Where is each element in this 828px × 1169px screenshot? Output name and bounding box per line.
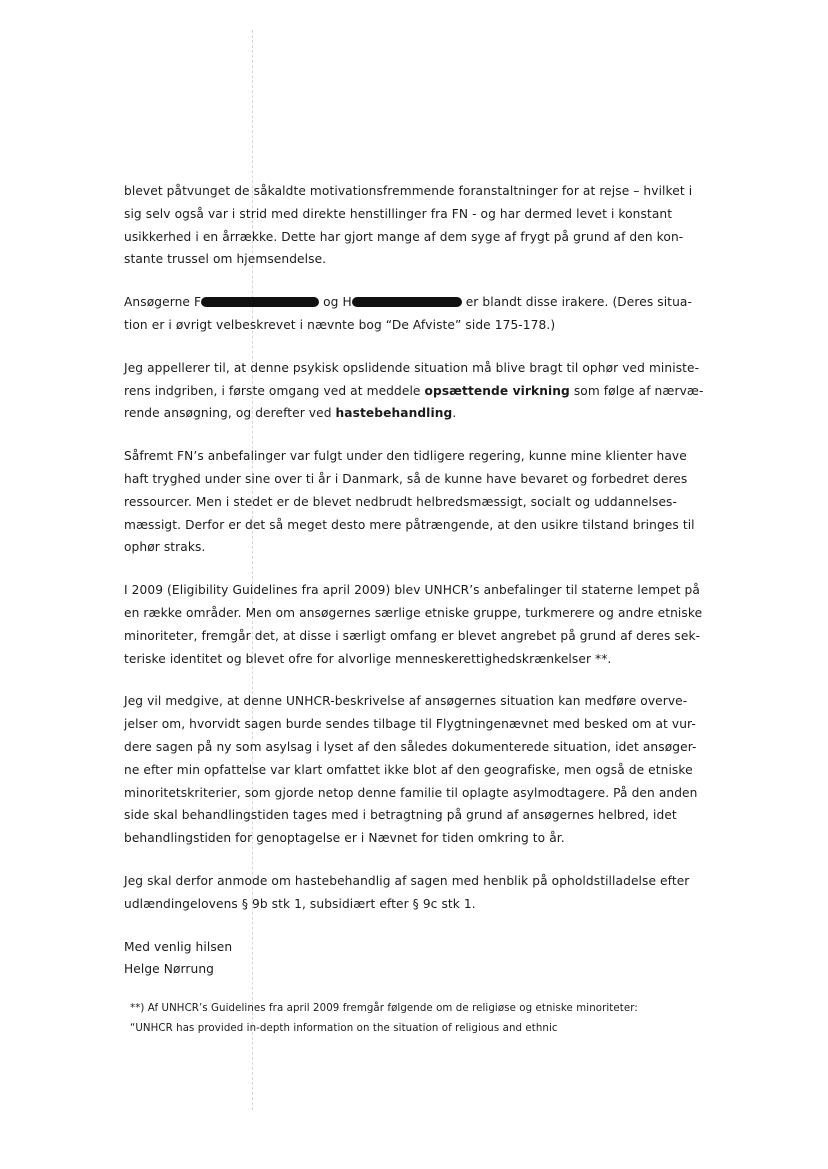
paragraph-1 xyxy=(124,180,696,271)
text-line: behandlingstiden for genoptagelse er i Nævnet for tiden omkring to år. xyxy=(124,831,565,846)
text-segment: rens indgriben, i første omgang ved at meddele xyxy=(124,383,425,398)
applicants-middle: og H xyxy=(319,295,352,310)
redacted-name-2 xyxy=(352,297,462,307)
text-line: Jeg skal derfor anmode om hastebehandlig af sagen med henblik på opholdstilladelse efter xyxy=(124,873,690,888)
bold-term-urgent-processing: hastebehandling xyxy=(335,406,453,421)
text-line: ophør straks. xyxy=(124,540,206,555)
bold-term-suspensive-effect: opsættende virkning xyxy=(424,383,570,398)
text-segment: rende ansøgning, og derefter ved xyxy=(124,406,336,421)
text-line: tion er i øvrigt velbeskrevet i nævnte bog “De Afviste” side 175-178.) xyxy=(124,317,556,332)
text-line: Jeg vil medgive, at denne UNHCR-beskrivelse af ansøgernes situation kan medføre overve- xyxy=(124,694,688,709)
text-line: mæssigt. Derfor er det så meget desto mere påtrængende, at den usikre tilstand bringes til xyxy=(124,517,695,532)
letter-body xyxy=(124,180,704,1059)
text-line: I 2009 (Eligibility Guidelines fra april 2009) blev UNHCR’s anbefalinger til staterne lempet på xyxy=(124,583,700,598)
text-line: teriske identitet og blevet ofre for alvorlige menneskerettighedskrænkelser **. xyxy=(124,651,612,666)
text-line: Jeg appellerer til, at denne psykisk opslidende situation må blive bragt til ophør ved ministe- xyxy=(124,360,700,375)
footnote-line: “UNHCR has provided in-depth information on the situation of religious and ethnic xyxy=(130,1023,558,1035)
text-line xyxy=(124,380,704,403)
text-line: ressourcer. Men i stedet er de blevet nedbrudt helbredsmæssigt, socialt og uddannelses- xyxy=(124,494,677,509)
text-line: minoritetskriterier, som gjorde netop denne familie til oplagte asylmodtagere. På den anden xyxy=(124,785,698,800)
text-line: en række områder. Men om ansøgernes særlige etniske gruppe, turkmerere og andre etniske xyxy=(124,605,703,620)
text-line: side skal behandlingstiden tages med i betragtning på grund af ansøgernes helbred, idet xyxy=(124,808,677,823)
paragraph-6 xyxy=(124,690,696,850)
paragraph-7 xyxy=(124,870,696,916)
closing-greeting: Med venlig hilsen xyxy=(124,939,233,954)
text-line: udlændingelovens § 9b stk 1, subsidiært efter § 9c stk 1. xyxy=(124,896,476,911)
footnote xyxy=(130,999,696,1039)
paragraph-2 xyxy=(124,291,696,337)
paragraph-5 xyxy=(124,579,703,670)
closing-block xyxy=(124,936,696,982)
signatory-name: Helge Nørrung xyxy=(124,962,215,977)
text-line: sig selv også var i strid med direkte henstillinger fra FN - og har dermed levet i konstant xyxy=(124,206,673,221)
text-line: dere sagen på ny som asylsag i lyset af den således dokumenterede situation, idet ansøger- xyxy=(124,739,697,754)
applicants-prefix: Ansøgerne F xyxy=(124,295,202,310)
text-line: minoriteter, fremgår det, at disse i særligt omfang er blevet angrebet på grund af deres sek- xyxy=(124,628,701,643)
applicants-suffix: er blandt disse irakere. (Deres situa- xyxy=(461,295,692,310)
text-line: Såfremt FN’s anbefalinger var fulgt under den tidligere regering, kunne mine klienter have xyxy=(124,449,687,464)
redacted-name-1 xyxy=(201,297,319,307)
footnote-line: **) Af UNHCR’s Guidelines fra april 2009 fremgår følgende om de religiøse og etniske minoriteter: xyxy=(130,1003,638,1015)
text-line: stante trussel om hjemsendelse. xyxy=(124,252,327,267)
text-line: haft tryghed under sine over ti år i Danmark, så de kunne have bevaret og forbedret deres xyxy=(124,471,688,486)
text-segment: som følge af nærvæ- xyxy=(569,383,704,398)
text-line: ne efter min opfattelse var klart omfattet ikke blot af den geografiske, men også de etniske xyxy=(124,762,693,777)
text-line xyxy=(124,402,696,425)
text-segment: . xyxy=(452,406,457,421)
text-line xyxy=(124,291,696,314)
paragraph-4 xyxy=(124,445,696,559)
paragraph-3 xyxy=(124,357,704,425)
text-line: blevet påtvunget de såkaldte motivationsfremmende foranstaltninger for at rejse – hvilket i xyxy=(124,184,693,198)
text-line: jelser om, hvorvidt sagen burde sendes tilbage til Flygtningenævnet med besked om at vur- xyxy=(124,717,696,732)
text-line: usikkerhed i en årrække. Dette har gjort mange af dem syge af frygt på grund af den kon- xyxy=(124,229,684,244)
